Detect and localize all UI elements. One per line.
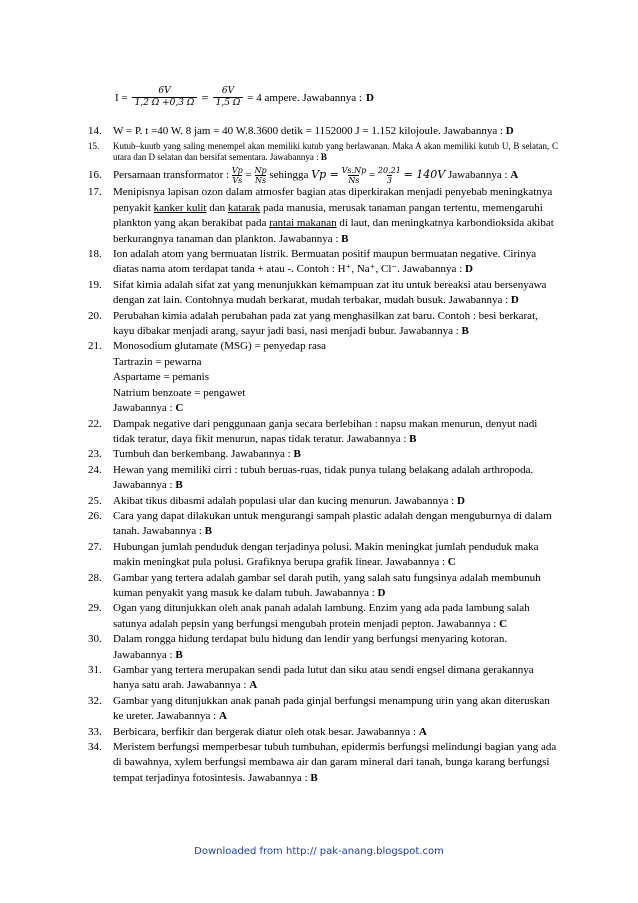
answer-letter: D bbox=[377, 586, 386, 599]
list-item bbox=[88, 725, 558, 740]
item-number: 24. bbox=[88, 463, 102, 476]
item-text: Sifat kimia adalah sifat zat yang menunjukkan kemampuan zat itu untuk bereaksi atau bersenyawa dengan zat lain. Contohnya mudah berkarat, mudah terbakar, mudah busuk. Jawabannya : D bbox=[113, 278, 547, 307]
item-text: Gambar yang ditunjukkan anak panah pada ginjal berfungsi menampung urin yang akan diteruskan ke ureter. Jawabannya : A bbox=[113, 694, 550, 723]
underlined-term: kanker kulit bbox=[153, 201, 207, 214]
answer-letter: D bbox=[365, 91, 374, 104]
item-number: 14. bbox=[88, 125, 102, 137]
item-text: Hewan yang memiliki cirri : tubuh beruas-ruas, tidak punya tulang belakang adalah arthropoda. Jawabannya : B bbox=[113, 463, 534, 492]
item-text: Gambar yang tertera merupakan sendi pada lutut dan siku atau sendi engsel dimana gerakannya hanya satu arah. Jawabannya : A bbox=[113, 664, 534, 692]
fraction-1 bbox=[132, 86, 198, 109]
answer-letter: B bbox=[175, 648, 183, 661]
list-item bbox=[88, 339, 558, 416]
list-item bbox=[88, 185, 558, 247]
item-number: 30. bbox=[88, 633, 102, 646]
answer-letter: B bbox=[341, 232, 349, 245]
item-text: Kutub–kuutb yang saling menempel akan memiliki kutub yang berlawanan. Maka A akan memiliki kutub U, B selatan, C utara dan D selatan dan bersifat sementara. Jawabannya : B bbox=[113, 141, 558, 163]
list-line: Monosodium glutamate (MSG) = penyedap rasa bbox=[113, 340, 327, 353]
list-item bbox=[88, 509, 558, 540]
list-item bbox=[88, 740, 558, 786]
item-text: Dalam rongga hidung terdapat bulu hidung dan lendir yang berfungsi menyaring kotoran. Jawabannya : B bbox=[113, 633, 508, 661]
ohm-formula bbox=[115, 86, 374, 109]
answer-letter: B bbox=[293, 448, 301, 461]
list-item bbox=[88, 309, 558, 340]
list-item bbox=[88, 447, 558, 462]
list-item bbox=[88, 124, 558, 139]
item-number: 26. bbox=[88, 509, 102, 522]
list-item bbox=[88, 694, 558, 725]
list-item bbox=[88, 601, 558, 632]
answer-letter: D bbox=[505, 125, 514, 137]
answer-letter: D bbox=[465, 263, 473, 276]
underlined-term: katarak bbox=[227, 201, 261, 214]
item-number: 16. bbox=[88, 169, 102, 182]
underlined-term: rantai makanan bbox=[269, 217, 337, 230]
fraction-2 bbox=[213, 86, 244, 109]
answer-letter: B bbox=[175, 479, 183, 492]
fraction-1-numerator: 6V bbox=[158, 86, 171, 96]
item-number: 22. bbox=[88, 417, 102, 430]
item-number: 19. bbox=[88, 278, 102, 291]
item-text: Tumbuh dan berkembang. Jawabannya : B bbox=[113, 448, 301, 461]
item-text: Menipisnya lapisan ozon dalam atmosfer bagian atas diperkirakan menjadi penyebab meningkatnya penyakit kanker kulit dan katarak pada manusia, merusak tanaman pangan tertentu, memengaruhi plankton yang akan berakibat pada rantai makanan di laut, dan meningkatnya karbondioksida akibat berkurangnya tanaman dan plankton. Jawabannya : B bbox=[113, 186, 554, 245]
item-number: 27. bbox=[88, 540, 102, 553]
answer-letter: D bbox=[456, 494, 465, 507]
item-number: 21. bbox=[88, 340, 102, 353]
item-text: W = P. t =40 W. 8 jam = 40 W.8.3600 detik = 1152000 J = 1.152 kilojoule. Jawabannya : D bbox=[113, 125, 514, 137]
download-source-link[interactable]: Downloaded from http:// pak-anang.blogspot.com bbox=[194, 846, 444, 857]
list-item bbox=[88, 663, 558, 694]
answer-letter: C bbox=[175, 402, 184, 415]
item-text: Dampak negative dari penggunaan ganja secara berlebihan : napsu makan menurun, denyut nadi tidak teratur, daya fikit menurun, napas tidak teratur. Jawabannya : B bbox=[113, 417, 538, 445]
answer-list bbox=[88, 124, 558, 786]
item-text: Perubahan kimia adalah perubahan pada zat yang menghasilkan zat baru. Contoh : besi berkarat, kayu dibakar menjadi arang, sayur jadi basi, nasi menjadi bubur. Jawabannya : B bbox=[113, 309, 538, 338]
list-item bbox=[88, 494, 558, 509]
list-line: Aspartame = pemanis bbox=[113, 371, 210, 384]
item-number: 25. bbox=[88, 494, 102, 507]
fraction-2-denominator: 1,5 Ω bbox=[213, 97, 244, 109]
formula-lhs: I = bbox=[115, 91, 128, 104]
item-text: Ogan yang ditunjukkan oleh anak panah adalah lambung. Enzim yang ada pada lambung salah satunya adalah pepsin yang berfungsi mengubah protein menjadi pepton. Jawabannya : C bbox=[113, 602, 530, 630]
item-text: Cara yang dapat dilakukan untuk mengurangi sampah plastic adalah dengan menguburnya di dalam tanah. Jawabannya : B bbox=[113, 509, 552, 538]
list-item bbox=[88, 247, 558, 278]
item-number: 33. bbox=[88, 725, 102, 738]
answer-letter: A bbox=[218, 710, 227, 723]
answer-letter: A bbox=[418, 725, 427, 738]
list-item bbox=[88, 278, 558, 309]
item-number: 28. bbox=[88, 571, 102, 584]
item-number: 31. bbox=[88, 664, 102, 676]
fraction-2-numerator: 6V bbox=[221, 86, 235, 96]
item-text: Hubungan jumlah penduduk dengan terjadinya polusi. Makin meningkat jumlah penduduk maka makin meningkat pula polusi. Grafiknya berupa grafik linear. Jawabannya : C bbox=[113, 540, 539, 569]
item-text: Berbicara, berfikir dan bergerak diatur oleh otak besar. Jawabannya : A bbox=[113, 725, 427, 738]
answer-letter: D bbox=[510, 294, 519, 307]
list-item bbox=[88, 571, 558, 602]
equals-sign: = bbox=[201, 89, 209, 105]
item-text: Akibat tikus dibasmi adalah populasi ular dan kucing menurun. Jawabannya : D bbox=[113, 494, 465, 507]
answer-letter: A bbox=[510, 169, 519, 182]
item-number: 32. bbox=[88, 694, 102, 707]
list-line: Natrium benzoate = pengawet bbox=[113, 386, 246, 399]
item-number: 15. bbox=[88, 141, 100, 152]
item-text: Monosodium glutamate (MSG) = penyedap rasa Tartrazin = pewarna Aspartame = pemanis Natrium benzoate = pengawet Jawabannya : C bbox=[113, 339, 558, 416]
item-number: 29. bbox=[88, 602, 102, 615]
list-item bbox=[88, 463, 558, 494]
item-number: 23. bbox=[88, 448, 102, 461]
answer-letter: C bbox=[447, 556, 456, 569]
item-number: 18. bbox=[88, 248, 102, 261]
answer-letter: B bbox=[461, 325, 469, 338]
answer-letter: A bbox=[249, 679, 258, 692]
answer-letter: B bbox=[320, 152, 327, 163]
formula-tail: = 4 ampere. Jawabannya : bbox=[247, 91, 362, 104]
list-item bbox=[88, 417, 558, 448]
list-item bbox=[88, 166, 558, 185]
fraction-1-denominator: 1,2 Ω +0,3 Ω bbox=[132, 97, 198, 109]
list-item bbox=[88, 141, 558, 163]
answer-letter: B bbox=[409, 432, 417, 445]
answer-letter: B bbox=[204, 525, 212, 538]
item-number: 34. bbox=[88, 741, 102, 754]
answer-letter: B bbox=[310, 771, 318, 784]
item-text: Meristem berfungsi memperbesar tubuh tumbuhan, epidermis berfungsi melindungi bagian yang ada di bawahnya, xylem berfungsi membawa air dan garam mineral dari tanah, bunga karang berfungsi tempat terjadinya fotosintesis. Jawabannya : B bbox=[113, 741, 557, 784]
item-number: 17. bbox=[88, 186, 102, 199]
list-item bbox=[88, 632, 558, 663]
item-text: Ion adalah atom yang bermuatan listrik. Bermuatan positif maupun bermuatan negative. Cirinya diatas nama atom terdapat tanda + atau -. Contoh : H⁺, Na⁺, Cl⁻. Jawabannya : D bbox=[113, 248, 537, 276]
list-item bbox=[88, 540, 558, 571]
item-text: Gambar yang tertera adalah gambar sel darah putih, yang salah satu fungsinya adalah membunuh kuman penyakit yang masuk ke dalam tubuh. Jawabannya : D bbox=[113, 571, 541, 599]
answer-letter: C bbox=[499, 617, 508, 630]
item-text: Persamaan transformator : $\frac{Vp}{Vs}$ = $\frac{Np}{Ns}$ sehingga Vp = $\frac{Vs.Np}{Ns}$ = $\frac{20.21}{3}$ = 140V Jawabannya : A bbox=[113, 166, 519, 186]
list-line: Tartrazin = pewarna bbox=[113, 355, 202, 368]
item-number: 20. bbox=[88, 309, 102, 322]
